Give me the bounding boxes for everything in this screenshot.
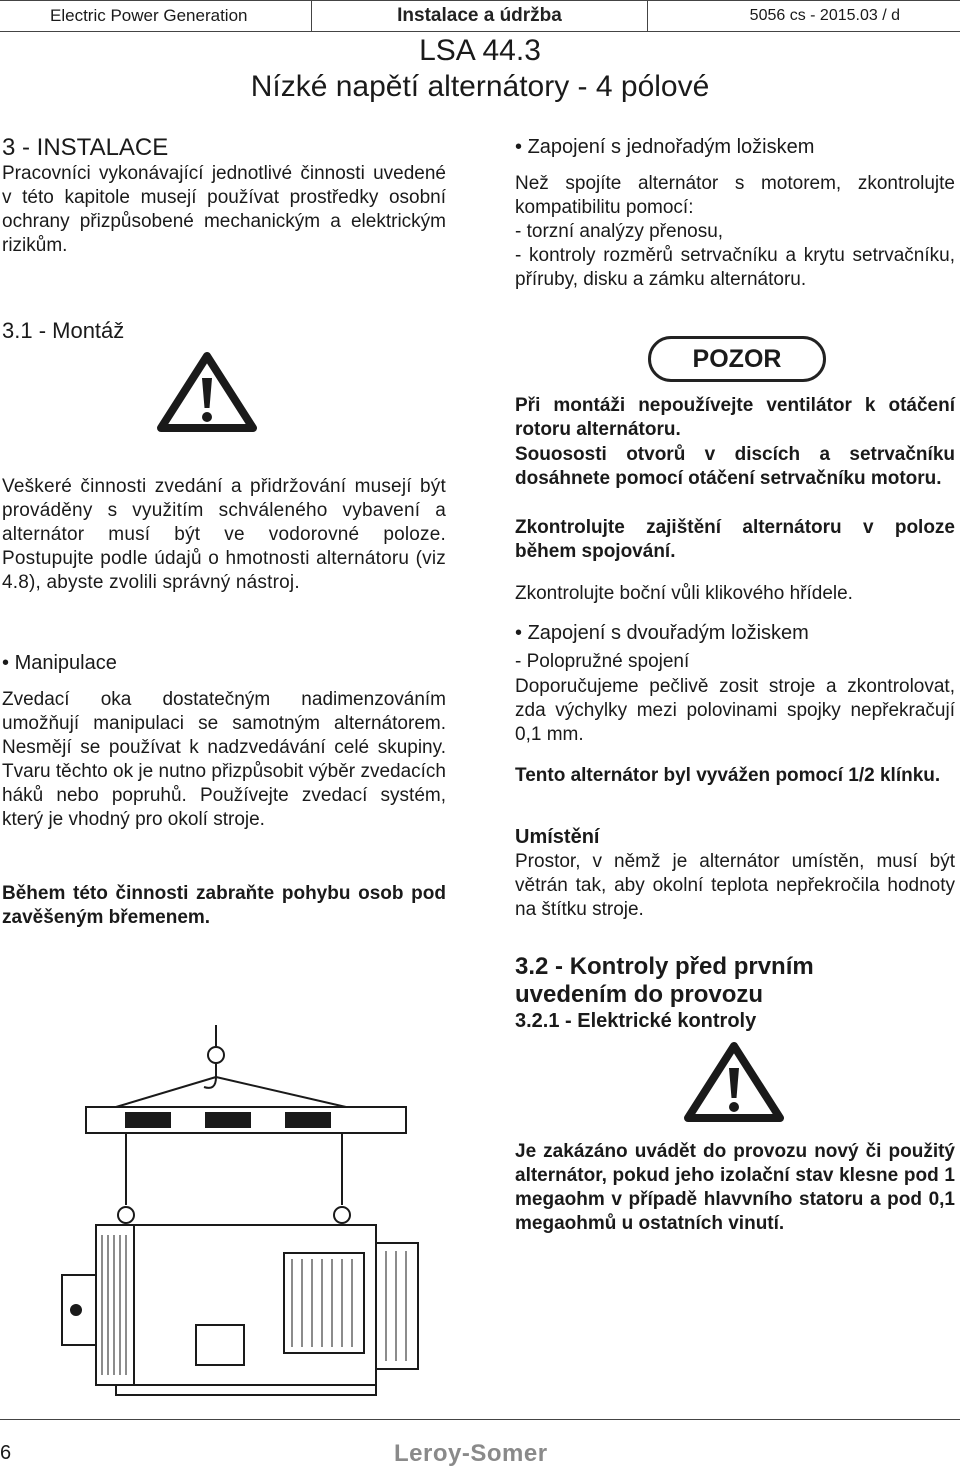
brand-logo: Leroy-Somer [394, 1440, 548, 1467]
page-title: LSA 44.3 [419, 34, 541, 67]
single-bearing-item-1: - torzní analýzy přenosu, [515, 221, 724, 242]
warning-triangle-icon [155, 350, 259, 434]
caution-text-3: Zkontrolujte zajištění alternátoru v poloze během spojování. [515, 517, 955, 562]
electrical-warning: Je zakázáno uvádět do provozu nový či použitý alternátor, pokud jeho izolační stav klesne pod 1 megaohm v případě hlavvního statoru a pod 0,1 megaohmů u ostatních vinutí. [515, 1141, 955, 1234]
single-bearing-intro: Než spojíte alternátor s motorem, zkontrolujte kompatibilitu pomocí: [515, 173, 955, 218]
page-header [0, 0, 960, 32]
section-heading-installation: 3 - INSTALACE [2, 134, 169, 161]
manipulation-paragraph: Zvedací oka dostatečným nadimenzováním umožňují manipulaci se samotným alternátorem. Nesmějí se používat k nadzvedávání celé skupiny. Tvaru těchto ok je nutno přizpůsobit výběr zvedacích háků nebo popruhů. Používejte zvedací systém, který je vhodný pro okolí stroje. [2, 689, 446, 830]
header-section: Instalace a údržba [312, 1, 648, 31]
page-subtitle: Nízké napětí alternátory - 4 pólové [250, 70, 710, 103]
double-bearing-heading: • Zapojení s dvouřadým ložiskem [515, 620, 809, 646]
installation-paragraph: Pracovníci vykonávající jednotlivé činnosti uvedené v této kapitole musejí používat prostředky osobní ochrany přizpůsobené mechanickým a elektrickým rizikům. [2, 163, 446, 256]
caution-text-1: Při montáži nepoužívejte ventilátor k otáčení rotoru alternátoru. [515, 395, 955, 440]
montaz-paragraph: Veškeré činnosti zvedání a přidržování musejí být prováděny s využitím schváleného vybavení a alternátor musí být ve vodorovné poloze. Postupujte podle údajů o hmotnosti alternátoru (viz 4.8), abyste zvolili správný nástroj. [2, 476, 446, 593]
section-heading-montaz: 3.1 - Montáž [2, 318, 125, 343]
location-heading: Umístění [515, 826, 600, 848]
section-heading-electrical-checks: 3.2.1 - Elektrické kontroly [515, 1010, 757, 1032]
header-doc-ref: 5056 cs - 2015.03 / d [749, 7, 900, 24]
section-heading-first-start-checks: 3.2 - Kontroly před prvním uvedením do provozu [515, 953, 814, 1008]
location-paragraph: Prostor, v němž je alternátor umístěn, musí být větrán tak, aby okolní teplota nepřekročila hodnoty na štítku stroje. [515, 851, 955, 920]
lifting-alternator-illustration [56, 1025, 476, 1417]
double-bearing-paragraph: Doporučujeme pečlivě zosit stroje a zkontrolovat, zda výchylky mezi polovinami spojky nepřekračují 0,1 mm. [515, 676, 955, 745]
warning-triangle-icon [682, 1040, 786, 1124]
double-bearing-item-1: - Polopružné spojení [515, 651, 690, 672]
page-number: 6 [0, 1442, 12, 1464]
crankshaft-check: Zkontrolujte boční vůli klikového hřídele. [515, 583, 853, 604]
single-bearing-item-2: - kontroly rozměrů setrvačníku a krytu setrvačníku, příruby, disku a zámku alternátoru. [515, 245, 955, 290]
caution-text-2: Souososti otvorů v discích a setrvačníku dosáhnete pomocí otáčení setrvačníku motoru. [515, 444, 955, 489]
caution-badge: POZOR [648, 336, 826, 382]
manipulation-heading: • Manipulace [2, 650, 117, 676]
balancing-note: Tento alternátor byl vyvážen pomocí 1/2 klínku. [515, 765, 941, 786]
header-company: Electric Power Generation [0, 1, 312, 31]
single-bearing-heading: • Zapojení s jednořadým ložiskem [515, 134, 814, 160]
manipulation-warning: Během této činnosti zabraňte pohybu osob pod zavěšeným břemenem. [2, 883, 446, 928]
